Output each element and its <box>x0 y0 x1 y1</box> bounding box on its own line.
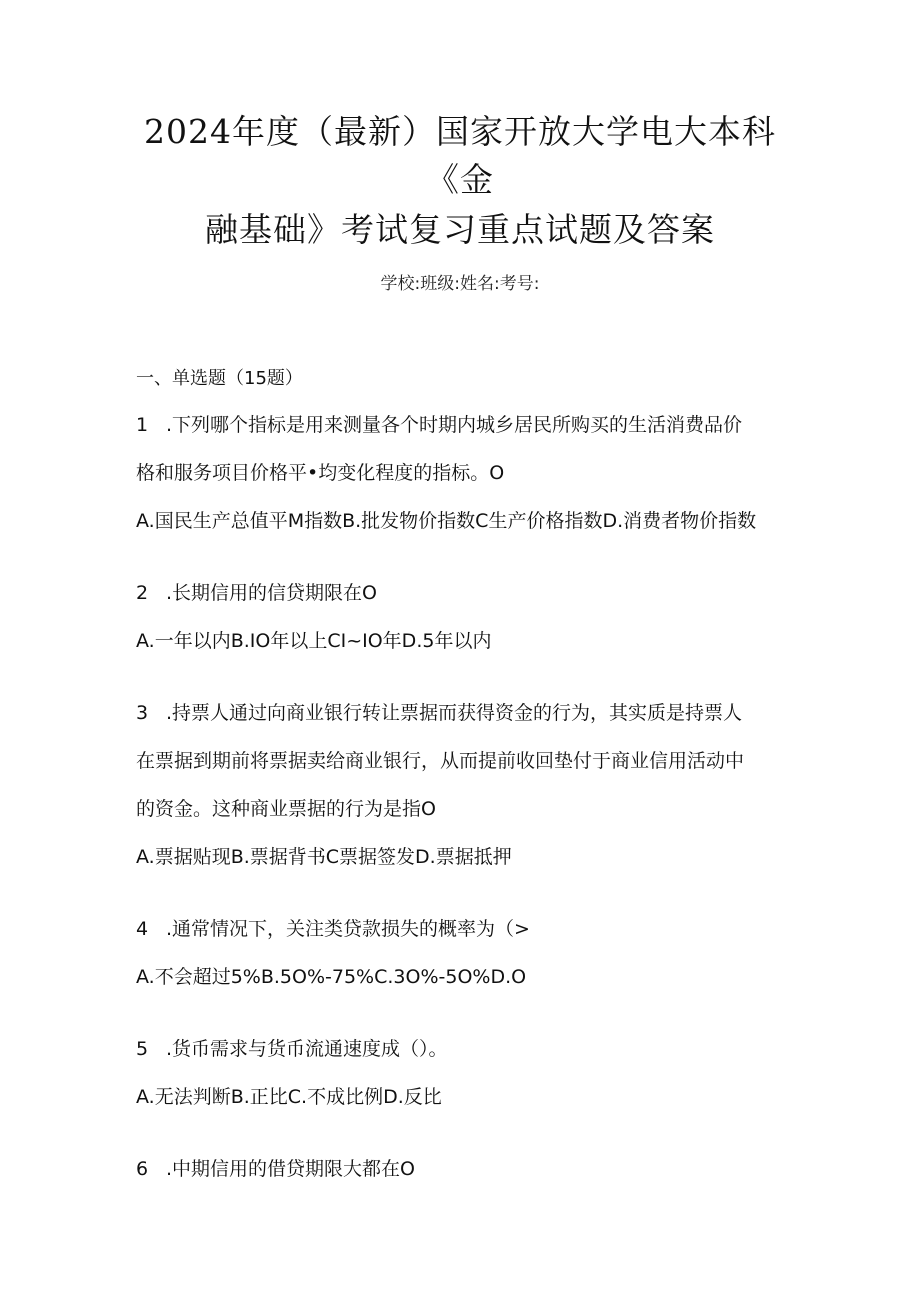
document-title-line-2 <box>0 210 920 250</box>
title-part-main: 2024年度（最新）国家开放大学电大本科 <box>144 112 776 151</box>
question-text: .中期信用的借贷期限大都在O <box>166 1158 415 1180</box>
question-4-stem-line-1 <box>136 915 530 943</box>
question-2-stem-line-1 <box>136 579 377 607</box>
question-3-stem-line-2: 在票据到期前将票据卖给商业银行，从而提前收回垫付于商业信用活动中 <box>136 750 745 772</box>
document-title-line-1-wrap: 《金 <box>426 160 494 199</box>
question-5-stem-line-1 <box>136 1035 448 1063</box>
question-3-stem-line-3: 的资金。这种商业票据的行为是指O <box>136 798 436 820</box>
question-5-options: A.无法判断B.正比C.不成比例D.反比 <box>136 1086 442 1108</box>
question-number: 5 <box>136 1038 149 1060</box>
question-1-stem-line-2: 格和服务项目价格平•均变化程度的指标。O <box>136 462 505 484</box>
document-title-line-1 <box>0 112 920 152</box>
question-number: 2 <box>136 582 149 604</box>
question-number: 1 <box>136 414 149 436</box>
question-4-options: A.不会超过5%B.5O%-75%C.3O%-5O%D.O <box>136 966 527 988</box>
question-number: 3 <box>136 702 149 724</box>
question-text: .长期信用的信贷期限在O <box>166 582 377 604</box>
question-3-stem-line-1 <box>136 699 742 727</box>
question-text: .下列哪个指标是用来测量各个时期内城乡居民所购买的生活消费品价 <box>166 414 743 436</box>
question-1-options: A.国民生产总值平M指数B.批发物价指数C生产价格指数D.消费者物价指数 <box>136 510 757 532</box>
title-part-rest: 融基础》考试复习重点试题及答案 <box>205 210 715 249</box>
question-2-options: A.一年以内B.IO年以上CI~IO年D.5年以内 <box>136 630 492 652</box>
question-text: .通常情况下，关注类贷款损失的概率为（> <box>166 918 530 940</box>
question-text: .货币需求与货币流通速度成（）。 <box>166 1038 448 1060</box>
question-number: 4 <box>136 918 149 940</box>
question-1-stem-line-1 <box>136 411 742 439</box>
question-6-stem-line-1 <box>136 1155 415 1183</box>
question-number: 6 <box>136 1158 149 1180</box>
section-heading: 一、单选题（15题） <box>136 368 303 389</box>
student-info-line: 学校:班级:姓名:考号: <box>380 274 540 294</box>
question-text: .持票人通过向商业银行转让票据而获得资金的行为，其实质是持票人 <box>166 702 743 724</box>
question-3-options: A.票据贴现B.票据背书C票据签发D.票据抵押 <box>136 846 512 868</box>
